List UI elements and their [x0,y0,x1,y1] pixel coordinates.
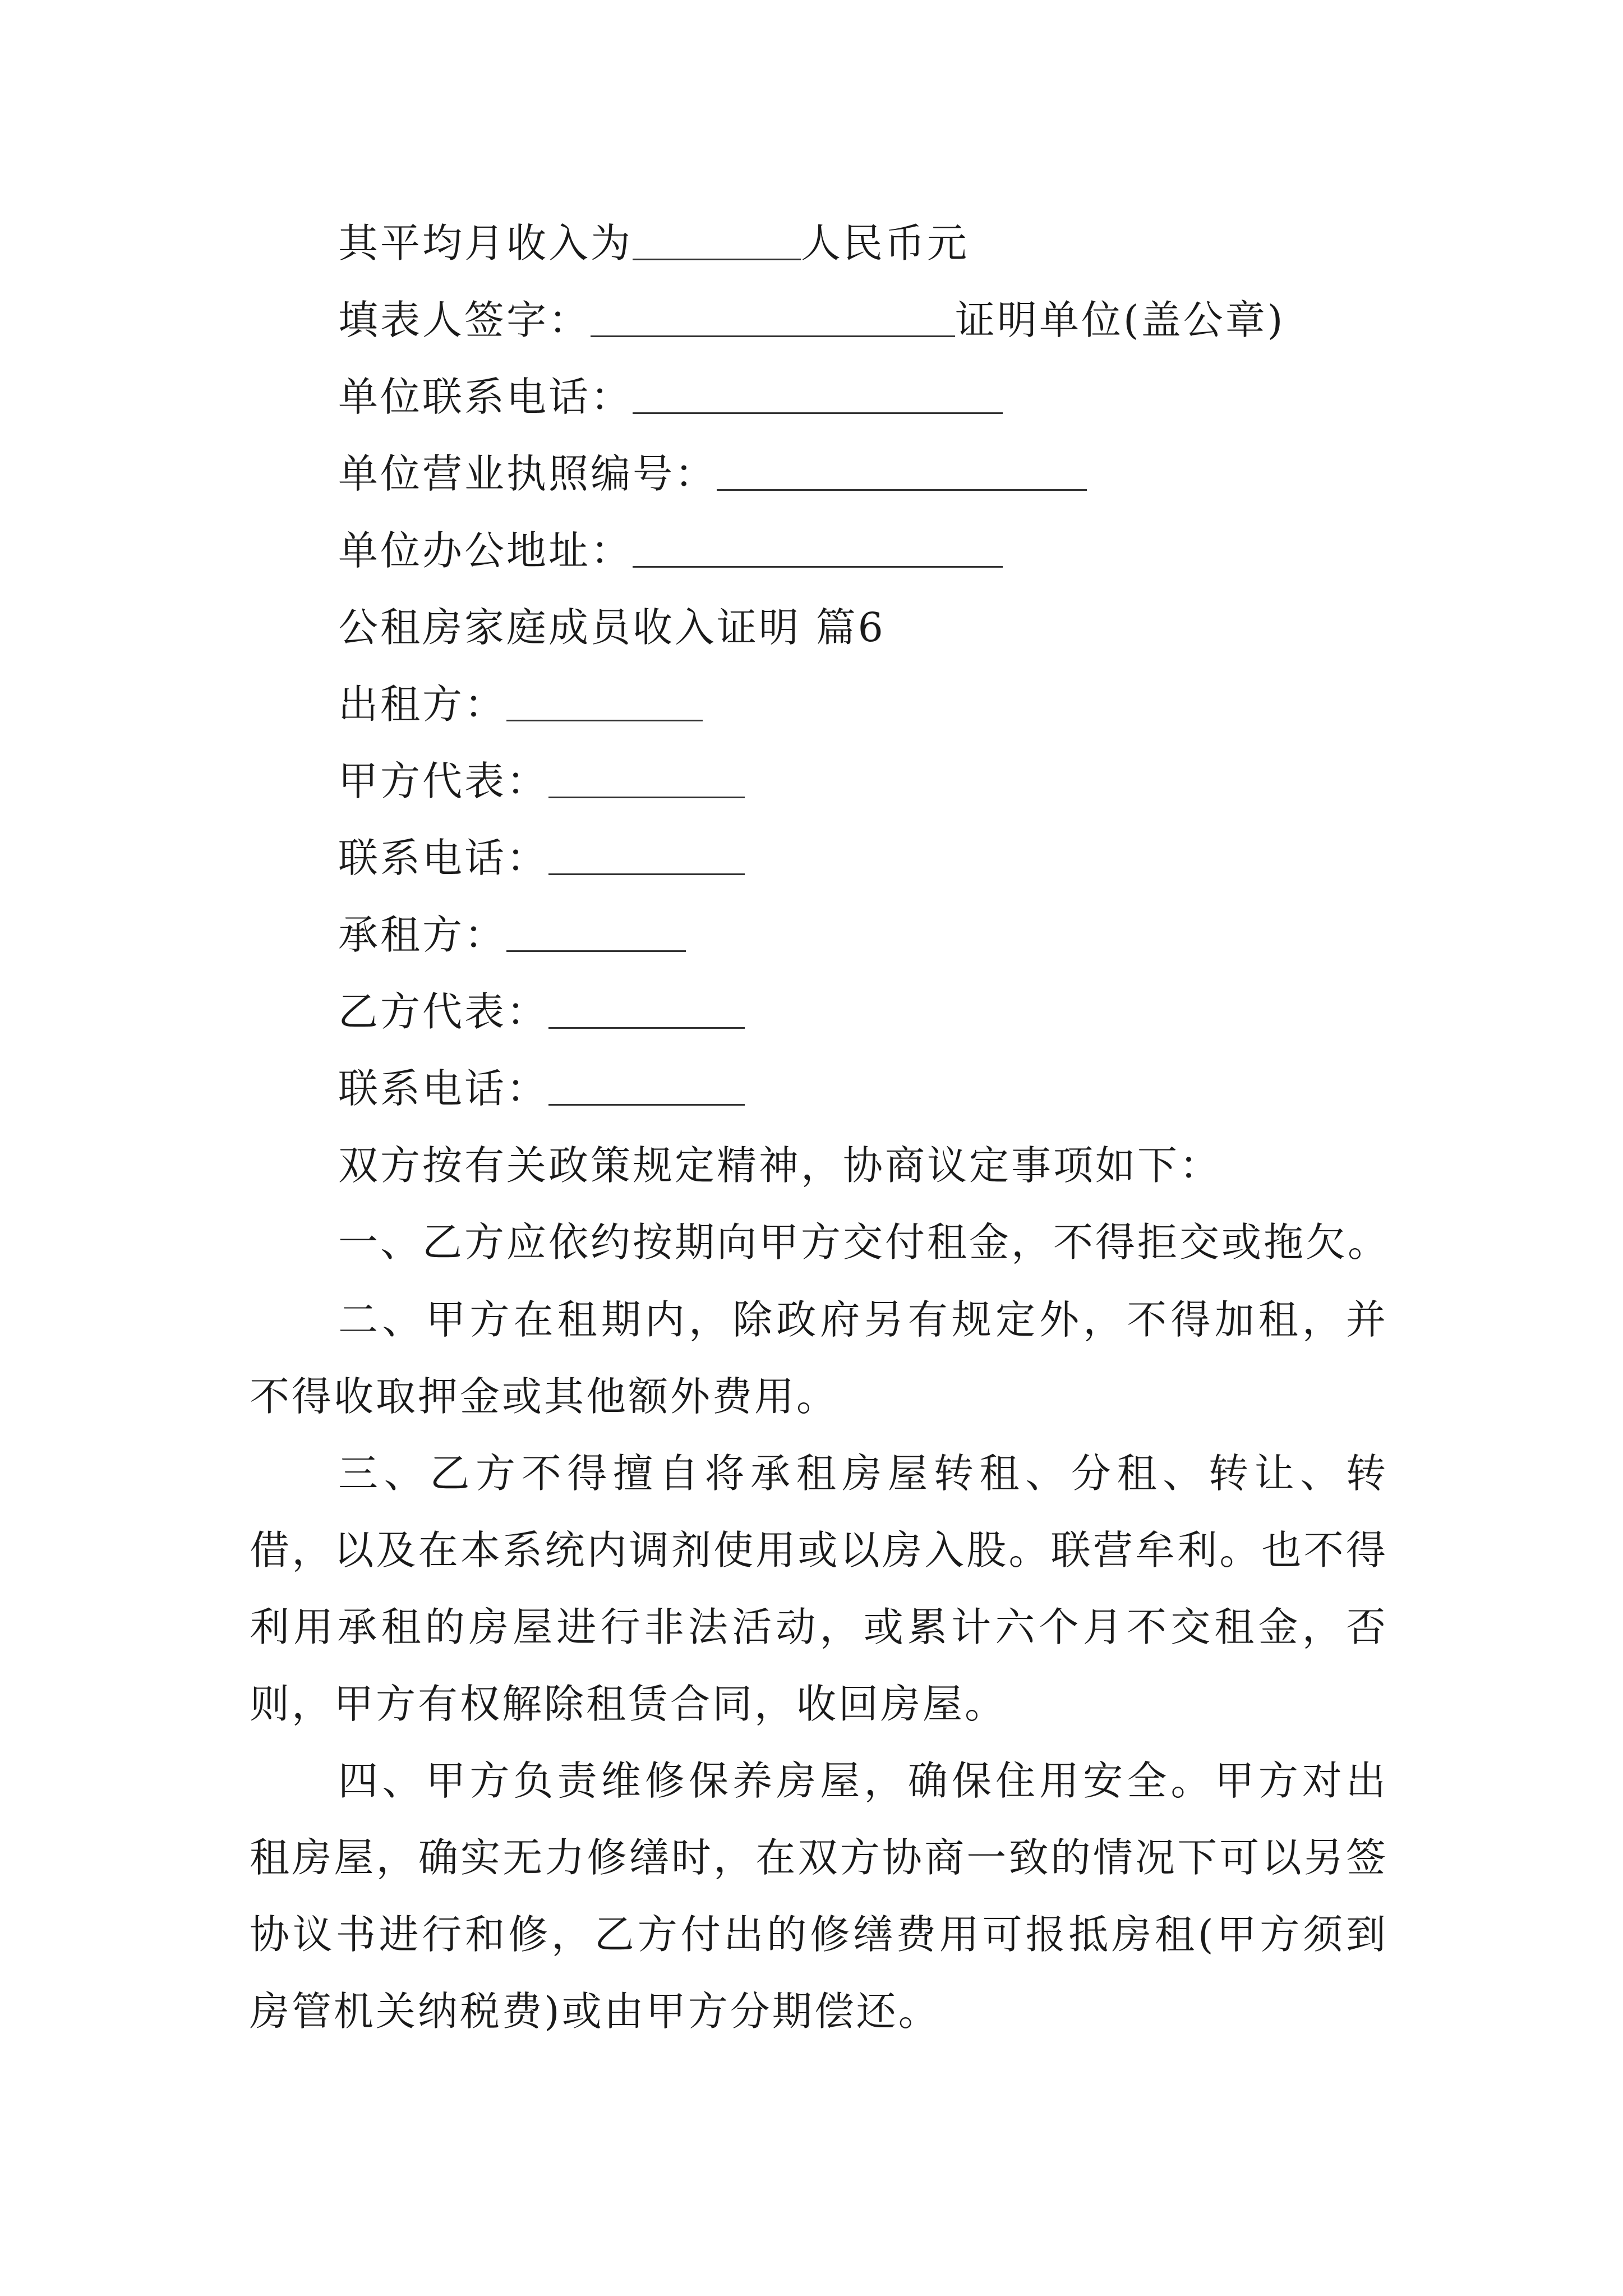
party-a-rep-blank[interactable] [548,763,745,798]
phone-a-line [338,830,745,886]
lessor-label: 出租方： [338,681,507,728]
lessor-blank[interactable] [506,686,703,721]
unit-phone-line [338,369,1003,425]
signer-line [338,292,1285,348]
lessee-label: 承租方： [338,912,507,958]
agreement-intro: 双方按有关政策规定精神，协商议定事项如下： [338,1142,1222,1189]
lessee-blank[interactable] [506,917,686,952]
license-blank[interactable] [717,455,1087,491]
income-line [338,215,969,272]
phone-a-blank[interactable] [548,840,745,875]
unit-phone-label: 单位联系电话： [338,374,633,420]
license-line [338,446,1087,502]
phone-b-blank[interactable] [548,1070,745,1106]
section-title: 公租房家庭成员收入证明 篇6 [338,604,886,651]
party-b-rep-label: 乙方代表： [338,988,549,1035]
clause-3: 三、乙方不得擅自将承租房屋转租、分租、转让、转借，以及在本系统内调剂使用或以房入股。联营牟利。也不得利用承租的房屋进行非法活动，或累计六个月不交租金，否则，甲方有权解除租赁合同，收回房屋。 [250,1450,1388,1727]
signer-blank[interactable] [591,302,955,337]
certifying-unit-label: 证明单位(盖公章) [955,297,1285,343]
phone-b-label: 联系电话： [338,1065,549,1112]
address-label: 单位办公地址： [338,527,633,574]
phone-a-label: 联系电话： [338,835,549,881]
party-b-rep-line [338,984,745,1040]
address-blank[interactable] [633,532,1003,568]
party-b-rep-blank[interactable] [548,993,745,1029]
clause-1: 一、乙方应依约按期向甲方交付租金，不得拒交或拖欠。 [338,1219,1390,1266]
license-label: 单位营业执照编号： [338,450,717,497]
signer-label: 填表人签字： [338,297,591,343]
clause-4: 四、甲方负责维修保养房屋，确保住用安全。甲方对出租房屋，确实无力修缮时，在双方协商一致的情况下可以另签协议书进行和修，乙方付出的修缮费用可报抵房租(甲方须到房管机关纳税费)或由甲方分期偿还。 [250,1757,1388,2035]
address-line [338,523,1003,579]
income-blank[interactable] [633,225,801,260]
lessor-line [338,677,703,733]
income-label: 其平均月收入为 [338,220,633,266]
lessee-line [338,907,686,963]
clause-2: 二、甲方在租期内，除政府另有规定外，不得加租，并不得收取押金或其他额外费用。 [250,1296,1388,1420]
party-a-rep-line [338,753,745,809]
unit-phone-blank[interactable] [633,379,1003,414]
income-unit: 人民币元 [801,220,970,266]
party-a-rep-label: 甲方代表： [338,758,549,804]
phone-b-line [338,1061,745,1117]
